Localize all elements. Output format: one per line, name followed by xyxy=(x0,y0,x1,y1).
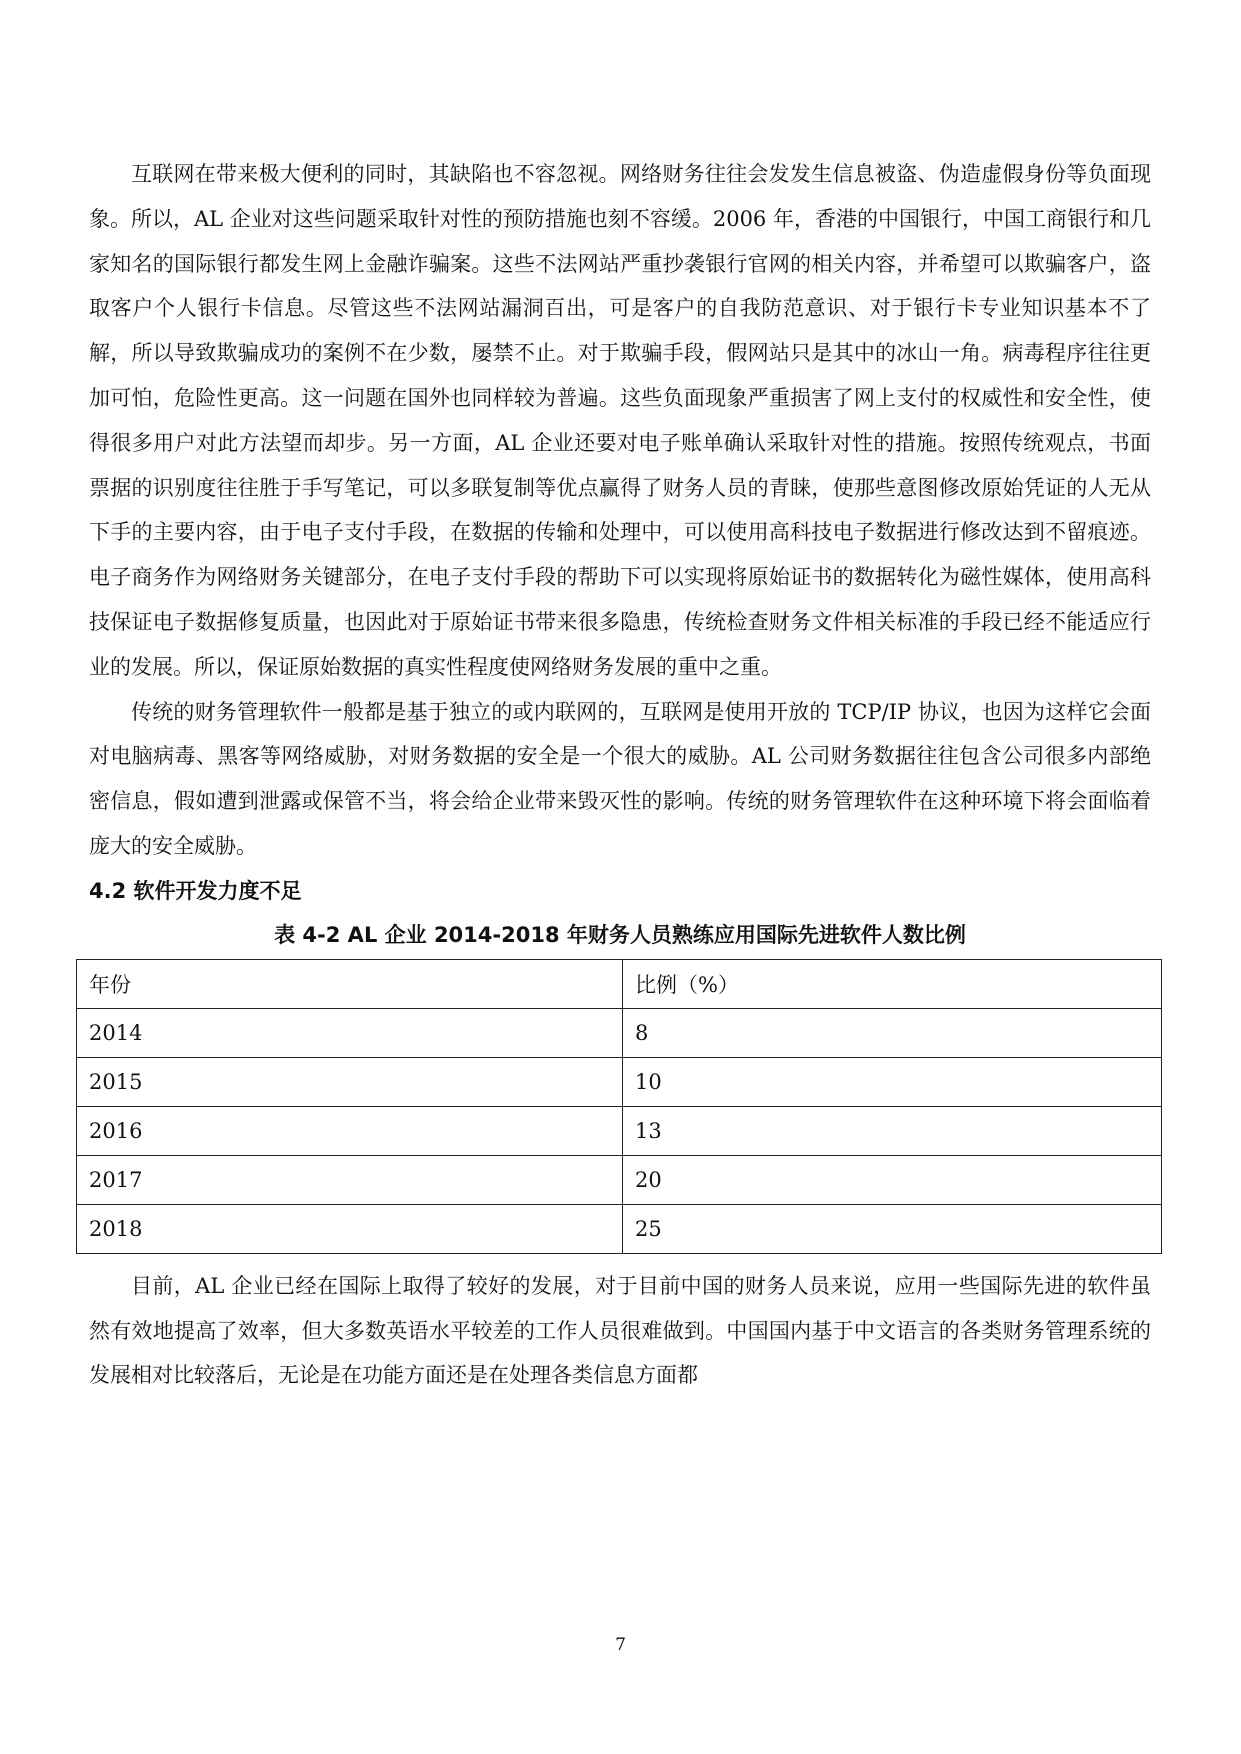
table-cell-ratio: 25 xyxy=(623,1204,1162,1253)
table-cell-year: 2014 xyxy=(77,1008,623,1057)
table-header-row xyxy=(77,959,1162,1008)
data-table xyxy=(76,959,1162,1254)
table-row xyxy=(77,1057,1162,1106)
table-cell-year: 2017 xyxy=(77,1155,623,1204)
table-cell-ratio: 20 xyxy=(623,1155,1162,1204)
body-paragraph: 目前，AL 企业已经在国际上取得了较好的发展，对于目前中国的财务人员来说，应用一些国际先进的软件虽然有效地提高了效率，但大多数英语水平较差的工作人员很难做到。中国国内基于中文语言的各类财务管理系统的发展相对比较落后，无论是在功能方面还是在处理各类信息方面都 xyxy=(89,1273,1151,1388)
table-row xyxy=(77,1008,1162,1057)
table-cell-year: 2016 xyxy=(77,1106,623,1155)
body-paragraph: 互联网在带来极大便利的同时，其缺陷也不容忽视。网络财务往往会发发生信息被盗、伪造虚假身份等负面现象。所以，AL 企业对这些问题采取针对性的预防措施也刻不容缓。2006 年，香港的中国银行，中国工商银行和几家知名的国际银行都发生网上金融诈骗案。这些不法网站严重抄袭银行官网的相关内容，并希望可以欺骗客户，盗取客户个人银行卡信息。尽管这些不法网站漏洞百出，可是客户的自我防范意识、对于银行卡专业知识基本不了解，所以导致欺骗成功的案例不在少数，屡禁不止。对于欺骗手段，假网站只是其中的冰山一角。病毒程序往往更加可怕，危险性更高。这一问题在国外也同样较为普遍。这些负面现象严重损害了网上支付的权威性和安全性，使得很多用户对此方法望而却步。另一方面，AL 企业还要对电子账单确认采取针对性的措施。按照传统观点，书面票据的识别度往往胜于手写笔记，可以多联复制等优点赢得了财务人员的青睐，使那些意图修改原始凭证的人无从下手的主要内容，由于电子支付手段，在数据的传输和处理中，可以使用高科技电子数据进行修改达到不留痕迹。电子商务作为网络财务关键部分，在电子支付手段的帮助下可以实现将原始证书的数据转化为磁性媒体，使用高科技保证电子数据修复质量，也因此对于原始证书带来很多隐患，传统检查财务文件相关标准的手段已经不能适应行业的发展。所以，保证原始数据的真实性程度使网络财务发展的重中之重。 xyxy=(89,162,1151,679)
table-row xyxy=(77,1155,1162,1204)
body-paragraph: 传统的财务管理软件一般都是基于独立的或内联网的，互联网是使用开放的 TCP/IP 协议，也因为这样它会面对电脑病毒、黑客等网络威胁，对财务数据的安全是一个很大的威胁。AL 公司财务数据往往包含公司很多内部绝密信息，假如遭到泄露或保管不当，将会给企业带来毁灭性的影响。传统的财务管理软件在这种环境下将会面临着庞大的安全威胁。 xyxy=(89,699,1151,858)
table-cell-ratio: 10 xyxy=(623,1057,1162,1106)
page-content xyxy=(89,152,1151,1398)
table-row xyxy=(77,1204,1162,1253)
page-number: 7 xyxy=(615,1635,626,1655)
table-caption: 表 4-2 AL 企业 2014-2018 年财务人员熟练应用国际先进软件人数比例 xyxy=(274,922,966,947)
header-cell-year: 年份 xyxy=(77,959,623,1008)
table-row xyxy=(77,1106,1162,1155)
table-cell-year: 2018 xyxy=(77,1204,623,1253)
table-cell-year: 2015 xyxy=(77,1057,623,1106)
table-cell-ratio: 13 xyxy=(623,1106,1162,1155)
header-cell-ratio: 比例（%） xyxy=(623,959,1162,1008)
table-cell-ratio: 8 xyxy=(623,1008,1162,1057)
section-heading: 4.2 软件开发力度不足 xyxy=(89,878,302,903)
